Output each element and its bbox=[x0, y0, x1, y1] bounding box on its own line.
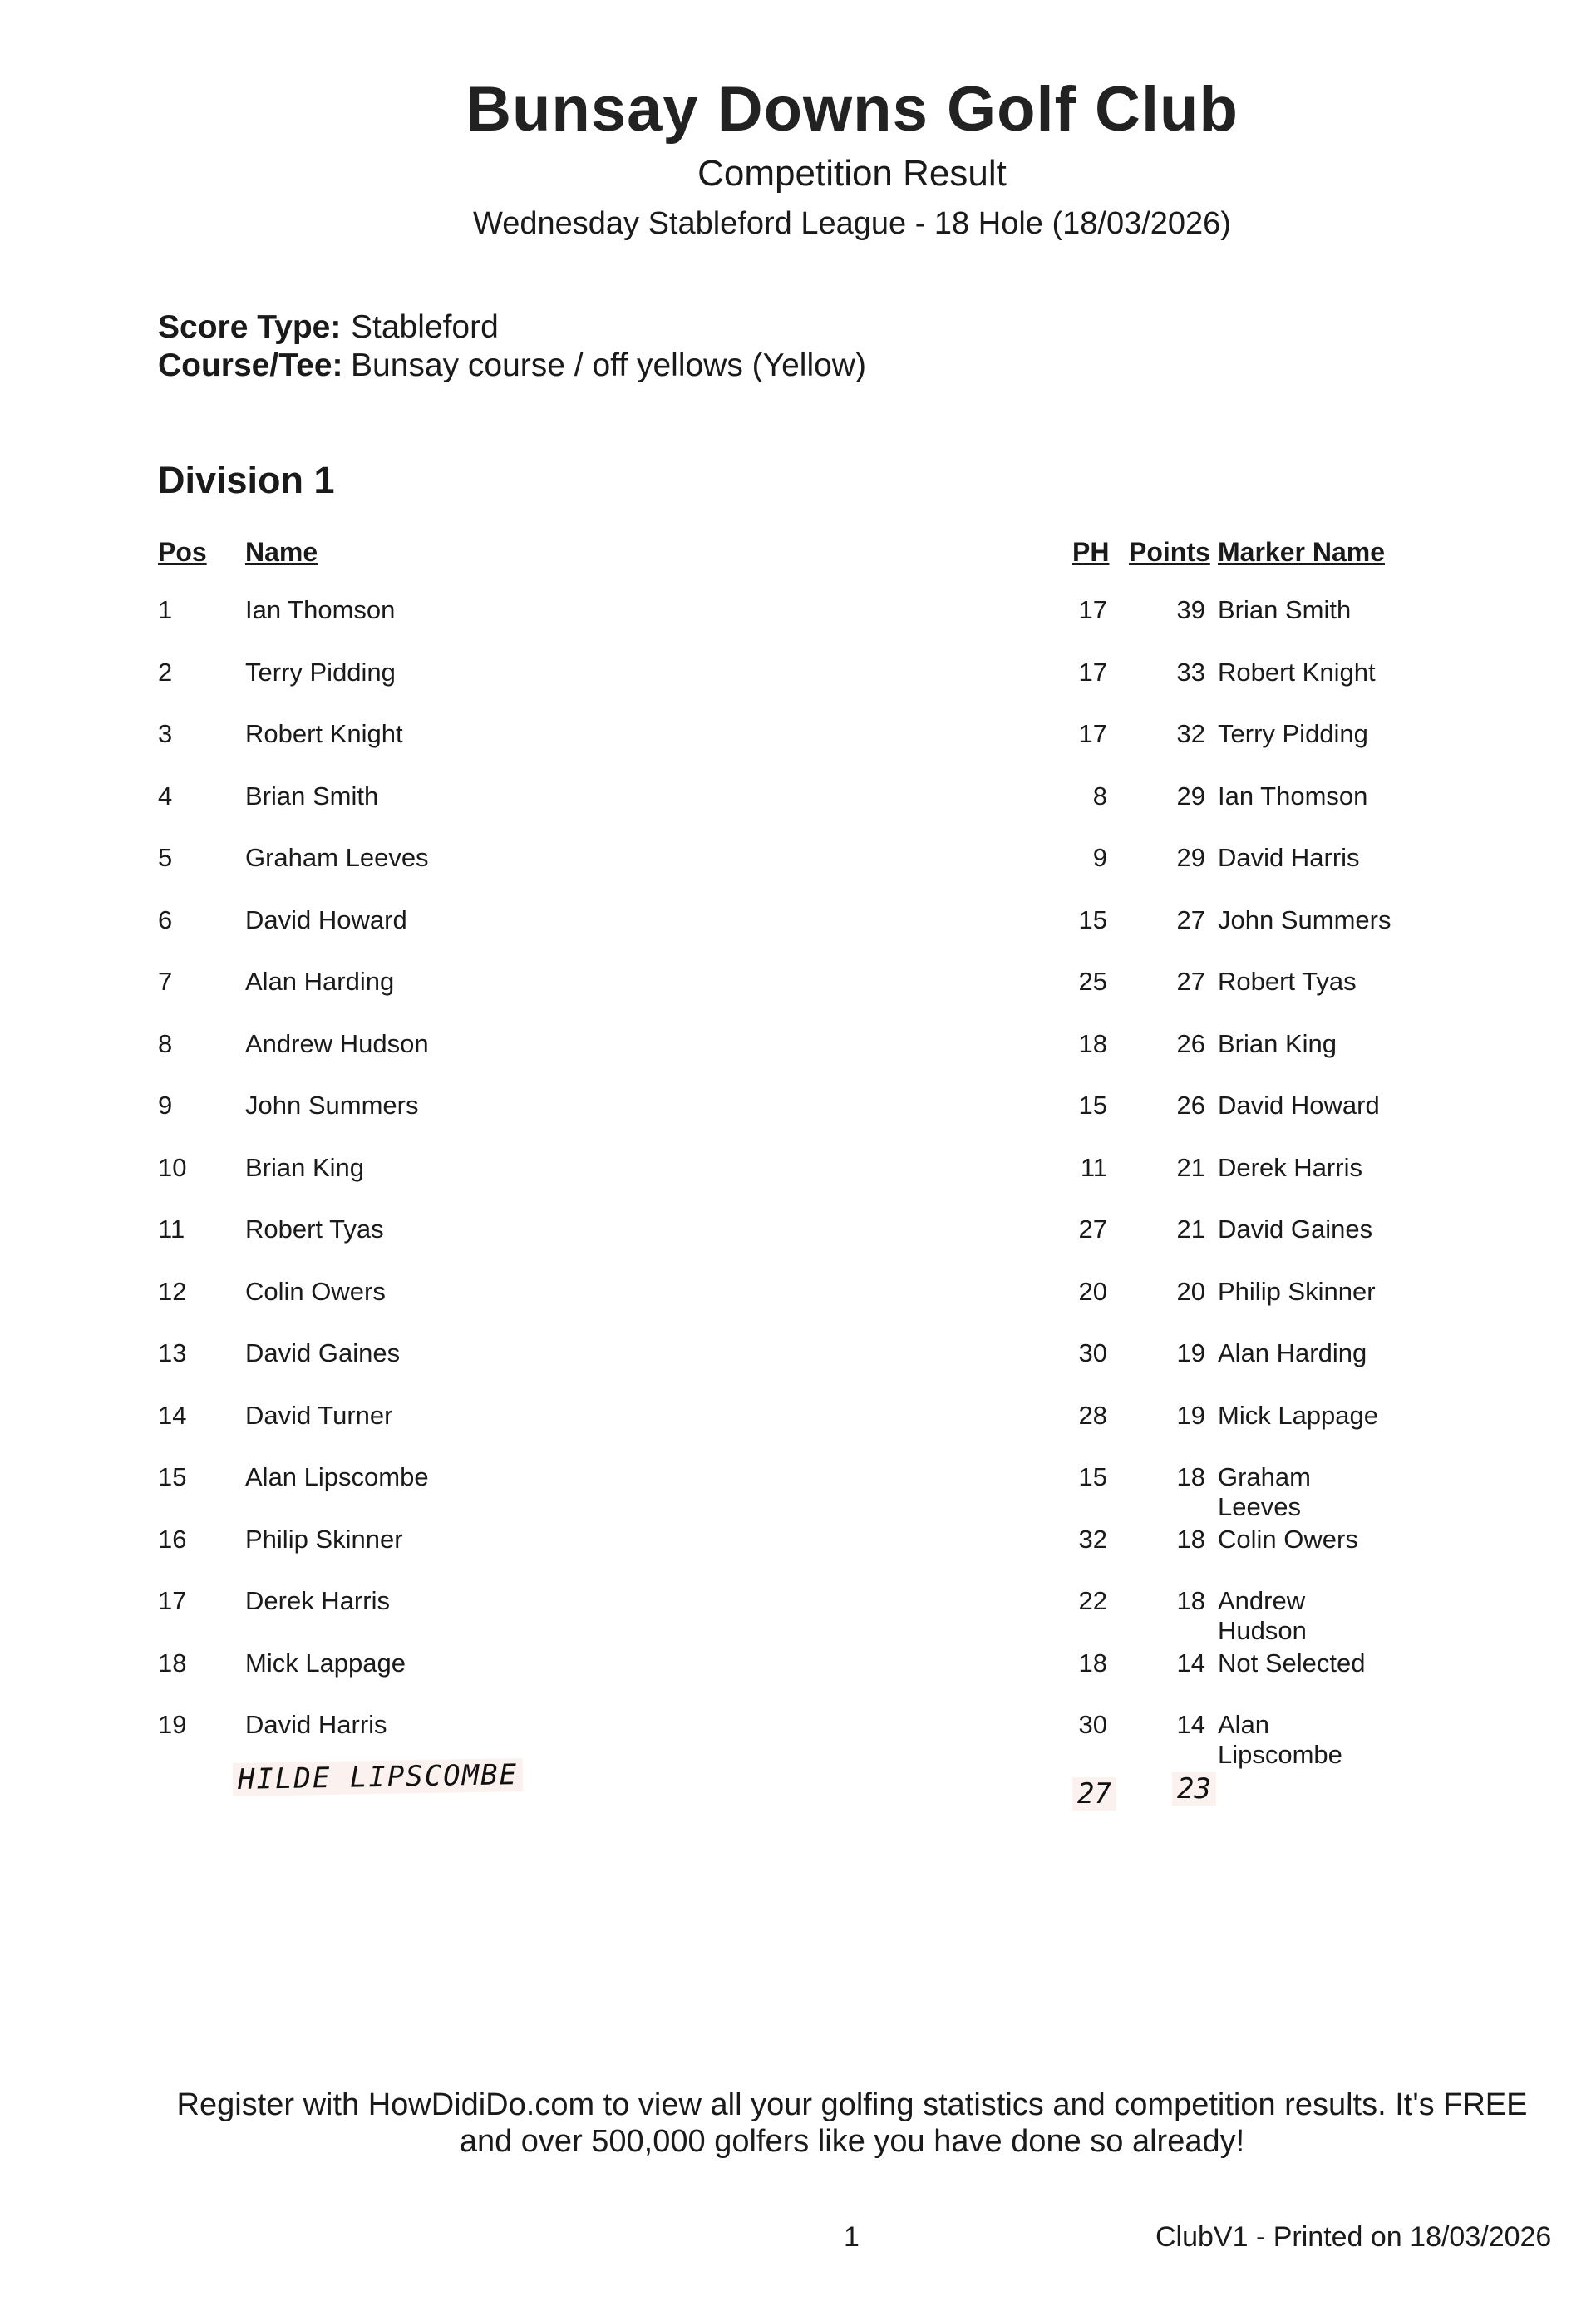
table-row bbox=[0, 1215, 1596, 1264]
table-row bbox=[0, 1586, 1596, 1645]
table-row bbox=[0, 1029, 1596, 1079]
handwritten-name: HILDE LIPSCOMBE bbox=[233, 1758, 524, 1796]
pos-cell: 4 bbox=[158, 781, 173, 811]
marker-cell: Alan Lipscombe bbox=[1218, 1710, 1342, 1769]
ph-cell: 15 bbox=[1078, 1091, 1107, 1120]
marker-cell: David Harris bbox=[1218, 843, 1360, 872]
marker-cell: Derek Harris bbox=[1218, 1152, 1362, 1182]
table-row bbox=[0, 1153, 1596, 1203]
division-title: Division 1 bbox=[158, 459, 335, 501]
name-cell: Philip Skinner bbox=[245, 1524, 403, 1554]
handwritten-points: 23 bbox=[1172, 1772, 1216, 1806]
name-cell: Graham Leeves bbox=[245, 843, 429, 872]
table-row bbox=[0, 658, 1596, 707]
page-number: 1 bbox=[844, 2221, 860, 2253]
pos-cell: 1 bbox=[158, 595, 173, 624]
ph-cell: 30 bbox=[1078, 1338, 1107, 1367]
pos-cell: 8 bbox=[158, 1028, 173, 1058]
table-row bbox=[0, 843, 1596, 893]
table-row bbox=[0, 595, 1596, 645]
points-cell: 33 bbox=[1176, 657, 1205, 687]
table-row bbox=[0, 719, 1596, 769]
register-text: Register with HowDidiDo.com to view all your golfing statistics and competition results. It's FREE and over 500,000 golfers like you have done so already! bbox=[176, 2087, 1528, 2159]
ph-cell: 32 bbox=[1078, 1524, 1107, 1554]
name-cell: Alan Lipscombe bbox=[245, 1462, 429, 1491]
ph-cell: 22 bbox=[1078, 1586, 1107, 1615]
pos-cell: 16 bbox=[158, 1524, 187, 1554]
name-cell: Mick Lappage bbox=[245, 1648, 406, 1678]
pos-cell: 15 bbox=[158, 1462, 187, 1491]
name-cell: Colin Owers bbox=[245, 1276, 386, 1306]
marker-cell: John Summers bbox=[1218, 904, 1392, 934]
ph-cell: 9 bbox=[1092, 843, 1107, 872]
marker-cell: Colin Owers bbox=[1218, 1524, 1358, 1554]
points-cell: 29 bbox=[1176, 843, 1205, 872]
ph-cell: 28 bbox=[1078, 1400, 1107, 1430]
name-cell: Terry Pidding bbox=[245, 657, 396, 687]
points-cell: 21 bbox=[1176, 1215, 1205, 1244]
page-subtitle: Competition Result bbox=[697, 153, 1007, 194]
ph-cell: 17 bbox=[1078, 719, 1107, 748]
score-type-value: Stableford bbox=[351, 309, 499, 345]
ph-cell: 27 bbox=[1078, 1215, 1107, 1244]
points-cell: 29 bbox=[1176, 781, 1205, 811]
pos-cell: 13 bbox=[158, 1338, 187, 1367]
name-cell: Ian Thomson bbox=[245, 595, 396, 624]
name-cell: David Gaines bbox=[245, 1338, 401, 1367]
points-cell: 26 bbox=[1176, 1028, 1205, 1058]
name-cell: John Summers bbox=[245, 1091, 419, 1120]
points-cell: 18 bbox=[1176, 1586, 1205, 1615]
marker-cell: Not Selected bbox=[1218, 1648, 1366, 1678]
column-header-name: Name bbox=[245, 537, 318, 567]
points-cell: 20 bbox=[1176, 1276, 1205, 1306]
ph-cell: 17 bbox=[1078, 657, 1107, 687]
score-type-label: Score Type: bbox=[158, 309, 342, 345]
name-cell: David Howard bbox=[245, 904, 407, 934]
marker-cell: Brian King bbox=[1218, 1028, 1337, 1058]
table-row bbox=[0, 1401, 1596, 1451]
event-title: Wednesday Stableford League - 18 Hole (18/03/2026) bbox=[473, 206, 1231, 241]
points-cell: 26 bbox=[1176, 1091, 1205, 1120]
score-type bbox=[158, 309, 499, 346]
course-value: Bunsay course / off yellows (Yellow) bbox=[351, 347, 866, 383]
ph-cell: 20 bbox=[1078, 1276, 1107, 1306]
table-row bbox=[0, 781, 1596, 831]
pos-cell: 7 bbox=[158, 967, 173, 996]
points-cell: 39 bbox=[1176, 595, 1205, 624]
name-cell: Robert Knight bbox=[245, 719, 403, 748]
ph-cell: 15 bbox=[1078, 1462, 1107, 1491]
course-tee bbox=[158, 347, 866, 384]
pos-cell: 12 bbox=[158, 1276, 187, 1306]
marker-cell: David Howard bbox=[1218, 1091, 1380, 1120]
points-cell: 19 bbox=[1176, 1338, 1205, 1367]
points-cell: 19 bbox=[1176, 1400, 1205, 1430]
ph-cell: 25 bbox=[1078, 967, 1107, 996]
points-cell: 14 bbox=[1176, 1710, 1205, 1739]
pos-cell: 5 bbox=[158, 843, 173, 872]
ph-cell: 18 bbox=[1078, 1028, 1107, 1058]
name-cell: Robert Tyas bbox=[245, 1215, 384, 1244]
pos-cell: 11 bbox=[158, 1215, 185, 1244]
pos-cell: 6 bbox=[158, 904, 173, 934]
marker-cell: David Gaines bbox=[1218, 1215, 1373, 1244]
table-row bbox=[0, 1091, 1596, 1141]
marker-cell: Robert Knight bbox=[1218, 657, 1376, 687]
table-row bbox=[0, 1648, 1596, 1698]
ph-cell: 17 bbox=[1078, 595, 1107, 624]
marker-cell: Alan Harding bbox=[1218, 1338, 1367, 1367]
pos-cell: 14 bbox=[158, 1400, 187, 1430]
ph-cell: 18 bbox=[1078, 1648, 1107, 1678]
points-cell: 32 bbox=[1176, 719, 1205, 748]
name-cell: David Turner bbox=[245, 1400, 393, 1430]
ph-cell: 30 bbox=[1078, 1710, 1107, 1739]
table-row bbox=[0, 1710, 1596, 1769]
table-row bbox=[0, 1277, 1596, 1327]
pos-cell: 9 bbox=[158, 1091, 173, 1120]
name-cell: Derek Harris bbox=[245, 1586, 390, 1615]
points-cell: 18 bbox=[1176, 1524, 1205, 1554]
column-header-points: Points bbox=[1129, 537, 1210, 567]
name-cell: David Harris bbox=[245, 1710, 387, 1739]
marker-cell: Mick Lappage bbox=[1218, 1400, 1379, 1430]
pos-cell: 10 bbox=[158, 1152, 187, 1182]
ph-cell: 15 bbox=[1078, 904, 1107, 934]
name-cell: Andrew Hudson bbox=[245, 1028, 429, 1058]
club-name: Bunsay Downs Golf Club bbox=[466, 74, 1239, 145]
table-row bbox=[0, 1525, 1596, 1574]
marker-cell: Ian Thomson bbox=[1218, 781, 1368, 811]
marker-cell: Terry Pidding bbox=[1218, 719, 1368, 748]
pos-cell: 2 bbox=[158, 657, 173, 687]
course-label: Course/Tee: bbox=[158, 347, 343, 383]
marker-cell: Brian Smith bbox=[1218, 595, 1352, 624]
marker-cell: Graham Leeves bbox=[1218, 1462, 1311, 1521]
handwritten-ph: 27 bbox=[1072, 1777, 1116, 1811]
column-header-marker: Marker Name bbox=[1218, 537, 1385, 567]
points-cell: 18 bbox=[1176, 1462, 1205, 1491]
points-cell: 14 bbox=[1176, 1648, 1205, 1678]
table-row bbox=[0, 967, 1596, 1017]
register-footer bbox=[0, 2087, 1596, 2160]
marker-cell: Robert Tyas bbox=[1218, 967, 1357, 996]
table-row bbox=[0, 905, 1596, 955]
points-cell: 27 bbox=[1176, 967, 1205, 996]
ph-cell: 8 bbox=[1092, 781, 1107, 811]
points-cell: 21 bbox=[1176, 1152, 1205, 1182]
name-cell: Brian King bbox=[245, 1152, 365, 1182]
name-cell: Brian Smith bbox=[245, 781, 379, 811]
table-row bbox=[0, 1338, 1596, 1388]
pos-cell: 17 bbox=[158, 1586, 187, 1615]
printed-info: ClubV1 - Printed on 18/03/2026 bbox=[1155, 2221, 1552, 2253]
ph-cell: 11 bbox=[1080, 1152, 1107, 1182]
name-cell: Alan Harding bbox=[245, 967, 395, 996]
pos-cell: 18 bbox=[158, 1648, 187, 1678]
pos-cell: 19 bbox=[158, 1710, 187, 1739]
points-cell: 27 bbox=[1176, 904, 1205, 934]
table-row bbox=[0, 1462, 1596, 1521]
column-header-pos: Pos bbox=[158, 537, 207, 567]
pos-cell: 3 bbox=[158, 719, 173, 748]
column-header-ph: PH bbox=[1072, 537, 1110, 567]
marker-cell: Andrew Hudson bbox=[1218, 1586, 1307, 1645]
marker-cell: Philip Skinner bbox=[1218, 1276, 1376, 1306]
